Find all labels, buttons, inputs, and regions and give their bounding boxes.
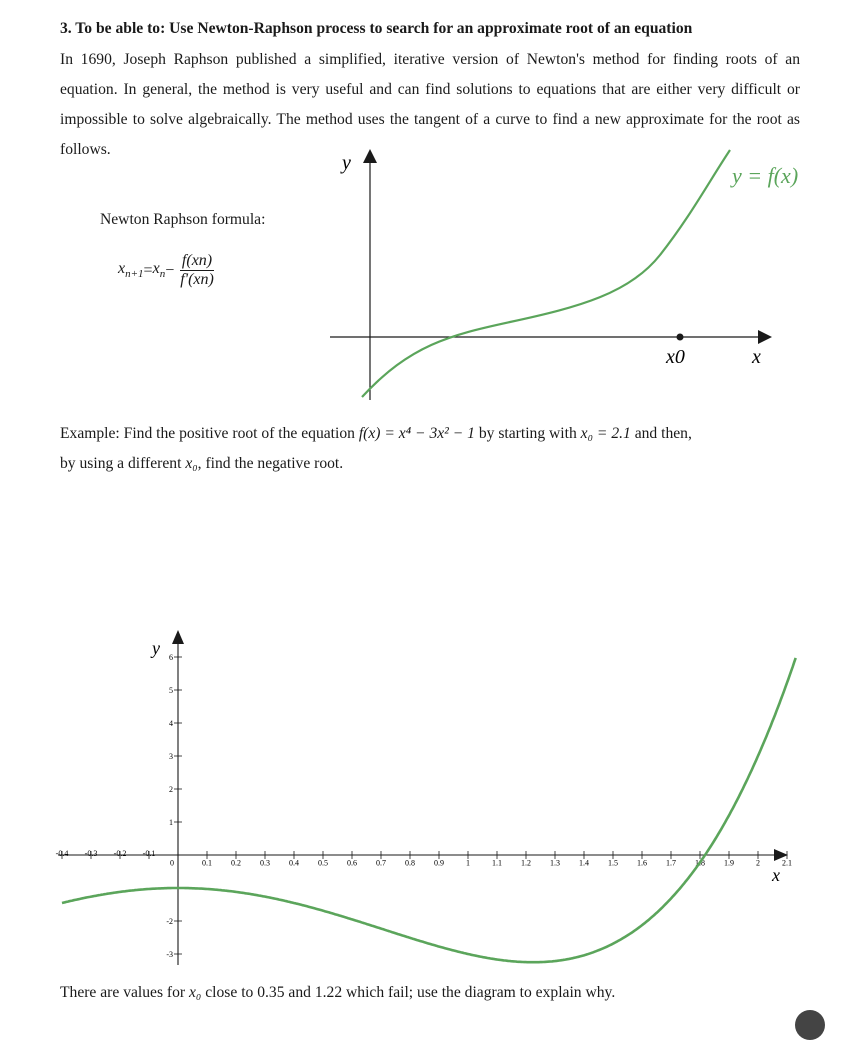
graph-x-tick-label: 0.7 xyxy=(376,858,386,868)
graph-x-tick-label: 1.2 xyxy=(521,858,531,868)
graph-y-tick-label: -3 xyxy=(166,950,173,959)
graph-y-tick-label: 1 xyxy=(169,818,173,827)
graph-y-tick-label: 3 xyxy=(169,752,173,761)
formula-label: Newton Raphson formula: xyxy=(100,211,266,228)
diagram1-y-label: y xyxy=(342,152,351,174)
question-paragraph: There are values for x₀ close to 0.35 and 1.22 which fail; use the diagram to explain why. xyxy=(60,984,616,1001)
diagram1-x-label: x xyxy=(752,346,761,368)
graph-x-tick-label: 1.8 xyxy=(695,858,705,868)
graph-x-tick-label: 2 xyxy=(756,858,760,868)
graph-x-tick-label: 0.8 xyxy=(405,858,415,868)
graph-x-tick-label: 1.5 xyxy=(608,858,618,868)
graph-x-tick-label: 0.9 xyxy=(434,858,444,868)
newton-raphson-formula xyxy=(118,252,216,289)
formula-lhs: $x_{n+1}$ xyxy=(118,260,144,281)
graph-x-tick-label: 0.2 xyxy=(231,858,241,868)
graph-x-tick-label: 0.5 xyxy=(318,858,328,868)
x0-label: x0 xyxy=(666,346,685,368)
example-paragraph xyxy=(60,419,800,479)
graph-x-tick-label: 1.6 xyxy=(637,858,647,868)
formula-fraction xyxy=(178,252,216,289)
graph-y-tick-label: 2 xyxy=(169,785,173,794)
example-line-1: Example: Find the positive root of the equation f(x) = x⁴ − 3x² − 1 by starting with x₀ = 2.1 and then, xyxy=(60,425,692,442)
x0-point xyxy=(677,334,684,341)
graph-x-tick-label: 1.3 xyxy=(550,858,560,868)
diagram1-y-arrow xyxy=(363,149,377,163)
formula-minus: − xyxy=(165,261,175,279)
graph-x-tick-label: 1.9 xyxy=(724,858,734,868)
graph-x-tick-label: -0.1 xyxy=(142,848,156,858)
graph-y-tick-label: 6 xyxy=(169,653,173,662)
tangent-diagram xyxy=(320,145,840,410)
graph-x-tick-label: 0 xyxy=(170,858,174,868)
intro-paragraph: In 1690, Joseph Raphson published a simplified, iterative version of Newton's method for finding roots of an equation. In general, the method is very useful and can find solutions to equations that are either very difficult or impossible to solve algebraically. The method uses the tangent of a curve to find a new approximate for the root as follows. xyxy=(60,51,800,158)
graph-y-tick-label: -2 xyxy=(166,917,173,926)
graph-y-tick-label: 4 xyxy=(169,719,173,728)
formula-xn: $x_n$ xyxy=(152,260,166,281)
graph-x-tick-label: 1 xyxy=(466,858,470,868)
graph-x-tick-label: 2.1 xyxy=(782,858,792,868)
graph-x-tick-label: 0.1 xyxy=(202,858,212,868)
graph-x-tick-label: 0.6 xyxy=(347,858,357,868)
formula-equals: = xyxy=(143,261,153,279)
example-equation: f(x) = x⁴ − 3x² − 1 xyxy=(358,425,475,442)
graph-x-tick-label: -0.4 xyxy=(55,848,69,858)
example-x0-value: x₀ = 2.1 xyxy=(580,425,631,442)
graph-x-tick-label: 1.4 xyxy=(579,858,589,868)
graph-x-tick-label: -0.2 xyxy=(113,848,127,858)
graph-x-tick-label: 0.4 xyxy=(289,858,299,868)
diagram1-x-arrow xyxy=(758,330,772,344)
example-line-2: by using a different x₀, find the negative root. xyxy=(60,455,344,472)
graph-x-tick-label: -0.3 xyxy=(84,848,98,858)
graph-y-tick-label: 5 xyxy=(169,686,173,695)
formula-denominator: f'(xn) xyxy=(180,271,214,288)
graph-x-tick-label: 1.7 xyxy=(666,858,676,868)
graph-y-arrow xyxy=(172,630,184,644)
graph-x-tick-label: 1.1 xyxy=(492,858,502,868)
corner-button[interactable] xyxy=(795,1010,825,1040)
graph-x-label: x xyxy=(772,865,780,885)
section-heading: 3. To be able to: Use Newton-Raphson process to search for an approximate root of an equation xyxy=(60,20,693,37)
formula-numerator: f(xn) xyxy=(181,252,213,269)
graph-y-label: y xyxy=(152,638,160,658)
function-graph xyxy=(50,620,810,970)
graph-x-tick-label: 0.3 xyxy=(260,858,270,868)
curve-label: y = f(x) xyxy=(732,163,799,188)
